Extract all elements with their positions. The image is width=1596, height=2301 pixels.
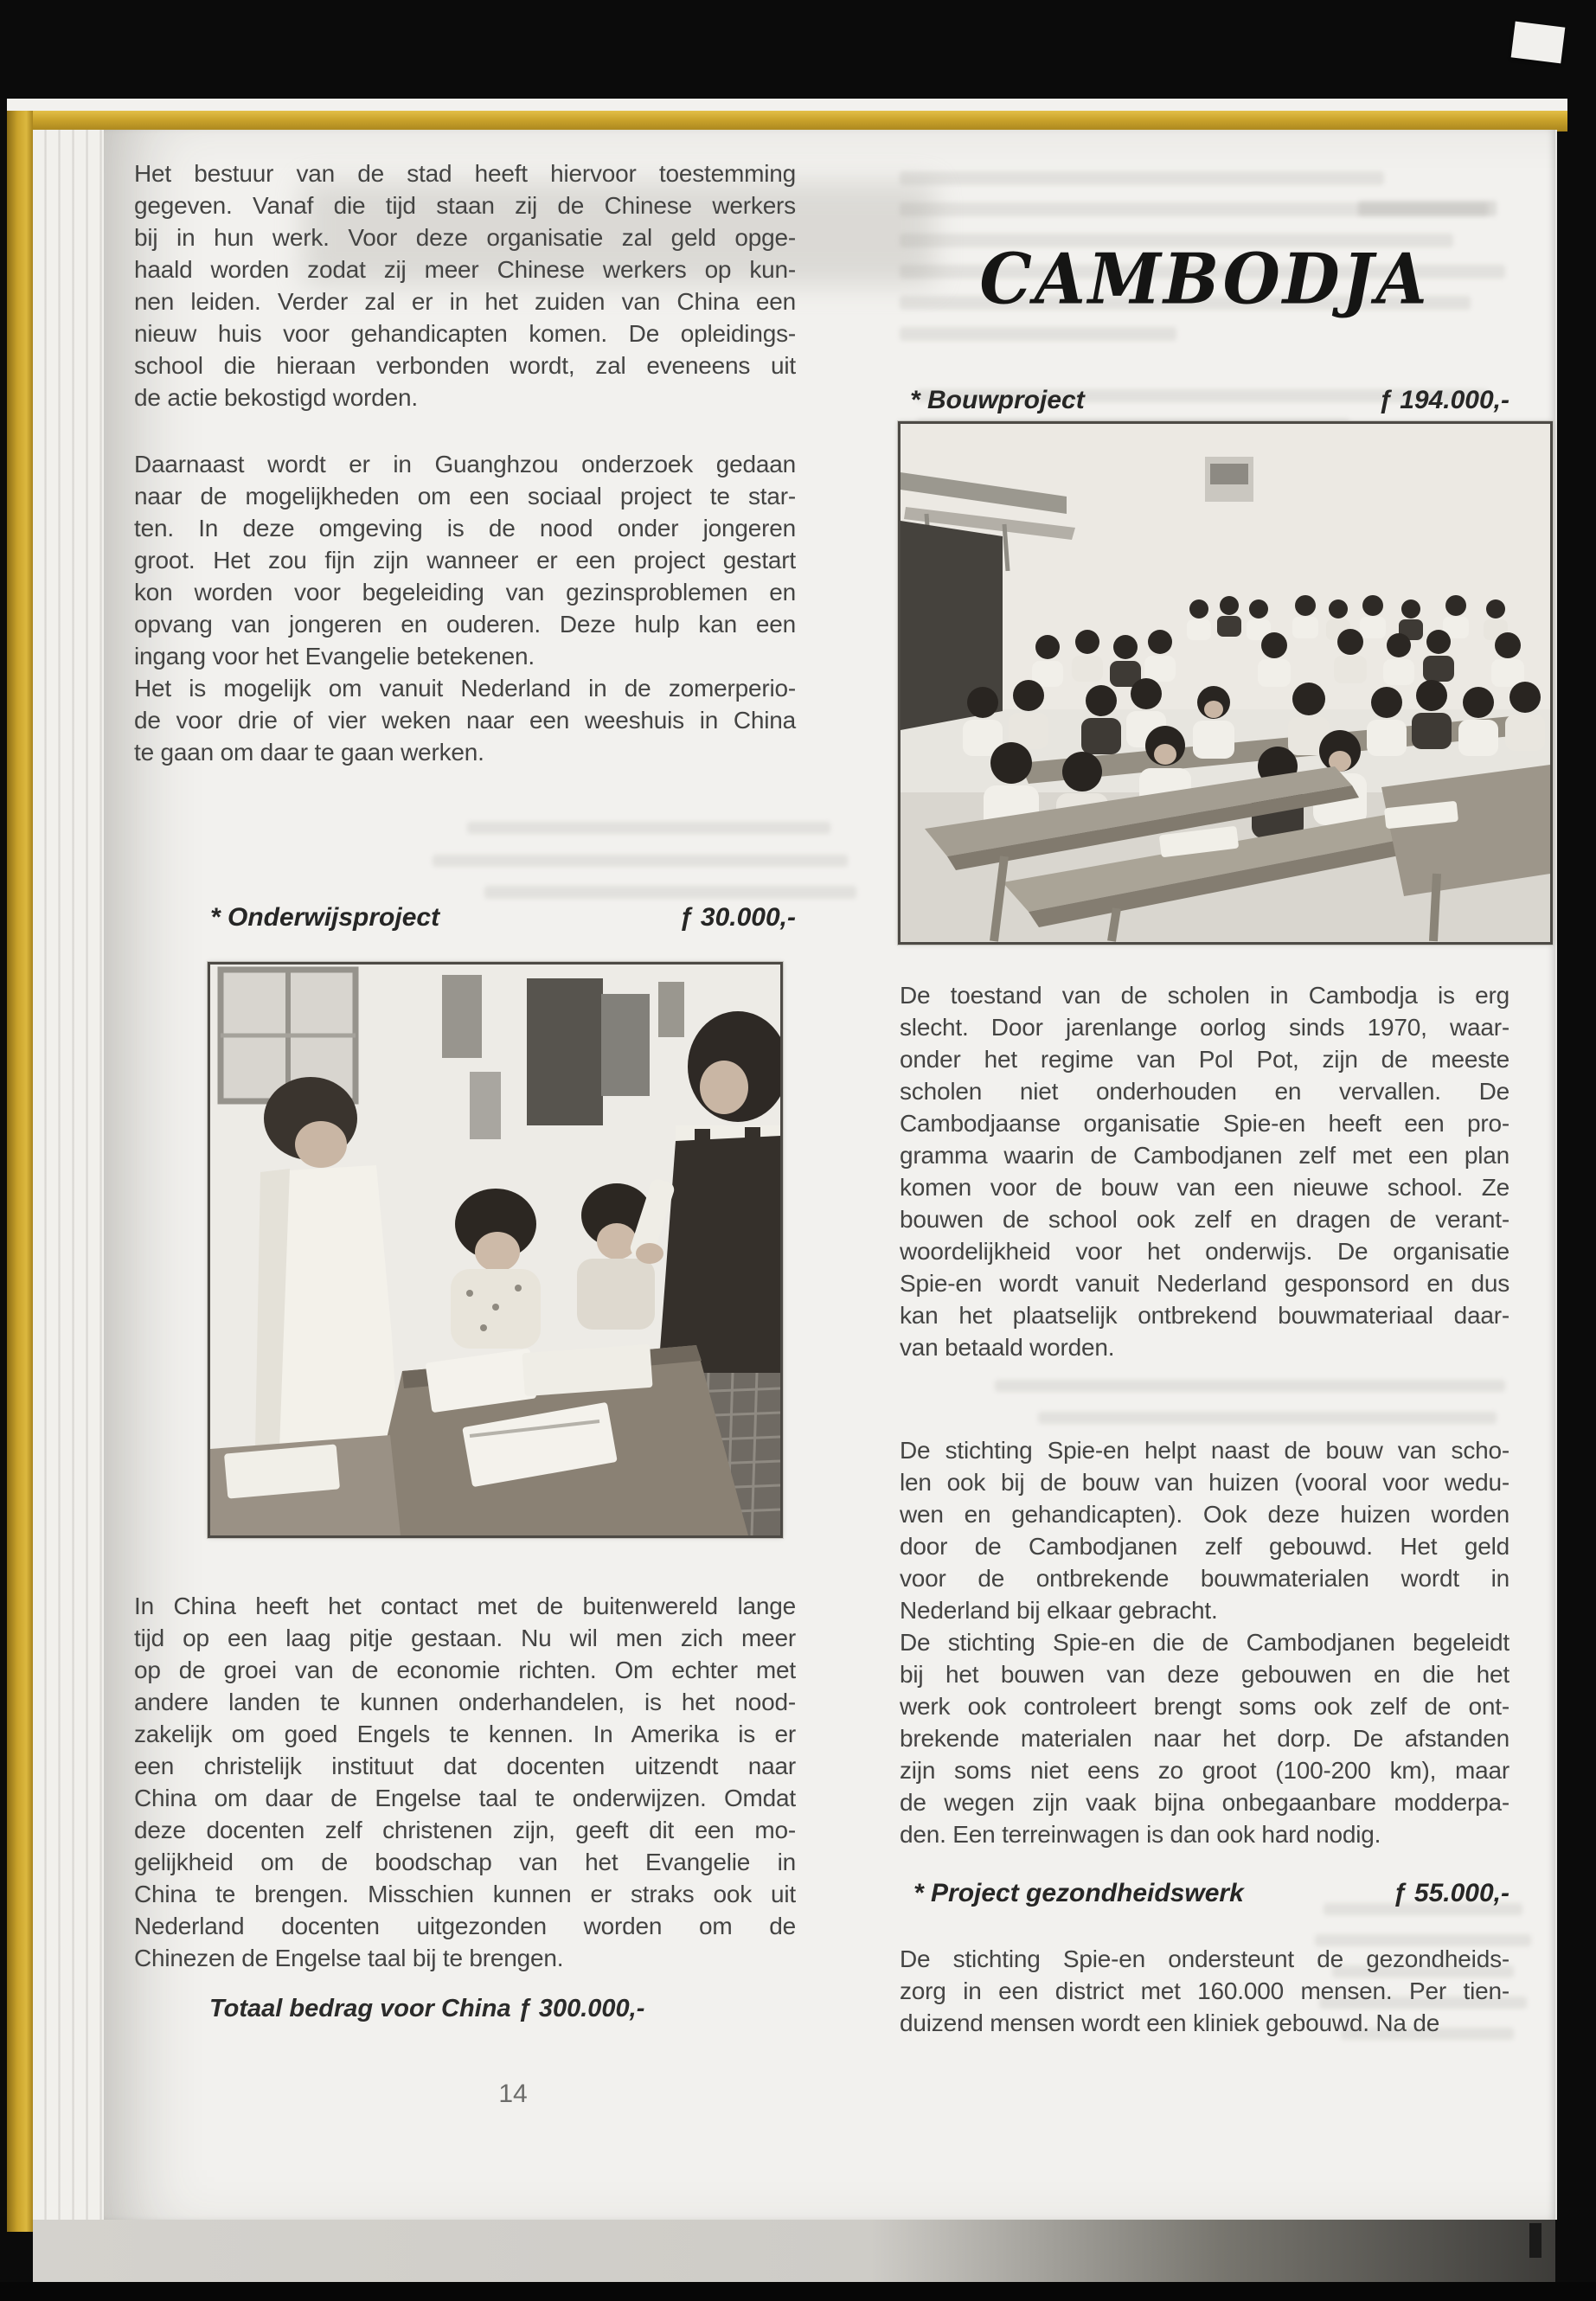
text-line: gramma waarin de Cambodjanen zelf met een plan — [900, 1142, 1509, 1169]
paragraph-china-bestuur — [134, 157, 796, 413]
text-line: de actie bekostigd worden. — [134, 384, 418, 411]
text-line: Nederland docenten uitgezonden worden om de — [134, 1913, 796, 1939]
paragraph-gezondheidszorg — [900, 1943, 1509, 2039]
bottom-bookmark-mark — [1529, 2223, 1542, 2258]
text-line: Cambodjaanse organisatie Spie-en heeft een pro- — [900, 1110, 1509, 1137]
text-line: Het is mogelijk om vanuit Nederland in de zomerperio- — [134, 675, 796, 702]
text-line: den. Een terreinwagen is dan ook hard nodig. — [900, 1821, 1381, 1848]
project-line-bouwproject — [900, 386, 1509, 415]
photo-cambodia-classroom — [898, 421, 1553, 945]
text-line: Chinezen de Engelse taal bij te brengen. — [134, 1945, 564, 1971]
paragraph-china-engels — [134, 1590, 796, 1974]
cambodia-classroom-illustration — [901, 424, 1550, 942]
text-line: school die hieraan verbonden wordt, zal eveneens uit — [134, 352, 796, 379]
text-line: voor de ontbrekende bouwmaterialen wordt in — [900, 1565, 1509, 1592]
page-stack-edges — [33, 130, 104, 2220]
project-amount-bouwproject: ƒ 194.000,- — [1378, 386, 1509, 414]
project-line-gezondheidswerk — [900, 1879, 1509, 1908]
text-line: kan het plaatselijk ontbrekend bouwmateriaal daar- — [900, 1302, 1509, 1329]
text-line: Nederland bij elkaar gebracht. — [900, 1597, 1218, 1624]
text-line: scholen niet onderhouden en vervallen. De — [900, 1078, 1509, 1105]
project-label-gezondheidswerk: * Project gezondheidswerk — [913, 1879, 1244, 1907]
paragraph-china-zomer — [134, 672, 796, 768]
bleed-through-text — [1358, 201, 1497, 216]
text-line: Spie-en wordt vanuit Nederland gesponsord en dus — [900, 1270, 1509, 1297]
text-line: bij het bouwen van deze gebouwen en die het — [900, 1661, 1509, 1688]
text-line: ten. In deze omgeving is de nood onder jongeren — [134, 515, 796, 542]
page-corner-tab — [1511, 22, 1566, 64]
text-line: de wegen zijn vaak bijna onbegaanbare modderpa- — [900, 1789, 1509, 1816]
text-line: tijd op een laag pitje gestaan. Nu wil men zich meer — [134, 1625, 796, 1651]
text-line: werk ook controleert brengt soms ook zelf de ont- — [900, 1693, 1509, 1720]
text-line: brekende materialen naar het dorp. De afstanden — [900, 1725, 1509, 1752]
text-line: De stichting Spie-en die de Cambodjanen begeleidt — [900, 1629, 1509, 1656]
bleed-through-text — [433, 855, 848, 867]
project-line-onderwijsproject — [134, 903, 796, 933]
text-line: op de groei van de economie richten. Om echter met — [134, 1657, 796, 1683]
text-line: een christelijk instituut dat docenten uitzendt naar — [134, 1753, 796, 1779]
text-line: zakelijk om goed Engels te kennen. In Amerika is er — [134, 1721, 796, 1747]
bleed-through-text — [900, 171, 1384, 185]
project-amount-gezondheidswerk: ƒ 55.000,- — [1392, 1879, 1509, 1907]
gold-cover-edge-top — [7, 111, 1567, 131]
text-line: De toestand van de scholen in Cambodja is erg — [900, 982, 1509, 1009]
text-line: slecht. Door jarenlange oorlog sinds 1970, waar- — [900, 1014, 1509, 1041]
text-line: Daarnaast wordt er in Guanghzou onderzoek gedaan — [134, 451, 796, 478]
text-line: China om daar de Engelse taal te onderwijzen. Omdat — [134, 1785, 796, 1811]
paragraph-cambodja-toestand — [900, 979, 1509, 1363]
bleed-through-text — [484, 886, 856, 899]
section-title-cambodja: CAMBODJA — [979, 238, 1430, 320]
text-line: Het bestuur van de stad heeft hiervoor toestemming — [134, 160, 796, 187]
project-label-onderwijsproject: * Onderwijsproject — [210, 903, 440, 932]
paragraph-stichting-begeleidt — [900, 1626, 1509, 1850]
text-line: len ook bij de bouw van huizen (vooral voor wedu- — [900, 1469, 1509, 1496]
text-line: De stichting Spie-en helpt naast de bouw van scho- — [900, 1437, 1509, 1464]
text-line: bij in hun werk. Voor deze organisatie zal geld opge- — [134, 224, 796, 251]
magazine-page — [104, 130, 1555, 2220]
text-line: duizend mensen wordt een kliniek gebouwd. Na de — [900, 2009, 1440, 2036]
text-line: door de Cambodjanen zelf gebouwd. Het geld — [900, 1533, 1509, 1560]
project-label-bouwproject: * Bouwproject — [910, 386, 1085, 414]
text-line: bouwen de school ook zelf en dragen de verant- — [900, 1206, 1509, 1233]
text-line: China te brengen. Misschien kunnen er straks ook uit — [134, 1881, 796, 1907]
text-line: kon worden voor begeleiding van gezinsproblemen en — [134, 579, 796, 606]
text-line: de voor drie of vier weken naar een weeshuis in China — [134, 707, 796, 734]
text-line: woordelijkheid voor het onderwijs. De organisatie — [900, 1238, 1509, 1265]
text-line: andere landen te kunnen onderhandelen, is het nood- — [134, 1689, 796, 1715]
text-line: te gaan om daar te gaan werken. — [134, 739, 484, 766]
text-line: zijn soms niet eens zo groot (100-200 km), maar — [900, 1757, 1509, 1784]
text-line: wen en gehandicapten). Ook deze huizen worden — [900, 1501, 1509, 1528]
bleed-through-text — [1038, 1412, 1497, 1424]
text-line: opvang van jongeren en ouderen. Deze hulp kan een — [134, 611, 796, 638]
text-line: ingang voor het Evangelie betekenen. — [134, 643, 535, 670]
bleed-through-text — [995, 1380, 1505, 1392]
gold-cover-edge-left — [7, 111, 33, 2232]
bleed-through-text — [467, 822, 830, 834]
text-line: van betaald worden. — [900, 1334, 1115, 1361]
project-amount-onderwijsproject: ƒ 30.000,- — [678, 903, 796, 932]
text-line: zorg in een district met 160.000 mensen. Per tien- — [900, 1977, 1509, 2004]
text-line: groot. Het zou fijn zijn wanneer er een project gestart — [134, 547, 796, 574]
text-line: De stichting Spie-en ondersteunt de gezondheids- — [900, 1945, 1509, 1972]
text-line: deze docenten zelf christenen zijn, geeft dit een mo- — [134, 1817, 796, 1843]
text-line: onder het regime van Pol Pot, zijn de meeste — [900, 1046, 1509, 1073]
page-number: 14 — [498, 2080, 528, 2108]
text-line: gelijkheid om de boodschap van het Evangelie in — [134, 1849, 796, 1875]
total-amount-line: Totaal bedrag voor China ƒ 300.000,- — [209, 1995, 645, 2022]
text-line: In China heeft het contact met de buitenwereld lange — [134, 1593, 796, 1619]
paragraph-stichting-helpt — [900, 1434, 1509, 1626]
page-top-edge — [7, 99, 1567, 111]
photo-china-classroom — [208, 962, 783, 1538]
paragraph-china-daarnaast — [134, 448, 796, 672]
china-classroom-illustration — [210, 965, 780, 1535]
text-line: haald worden zodat zij meer Chinese werkers op kun- — [134, 256, 796, 283]
book-bottom-page-edges — [33, 2220, 1555, 2282]
text-line: komen voor de bouw van een nieuwe school. Ze — [900, 1174, 1509, 1201]
text-line: nen leiden. Verder zal er in het zuiden van China een — [134, 288, 796, 315]
text-line: nieuw huis voor gehandicapten komen. De opleidings- — [134, 320, 796, 347]
bleed-through-text — [900, 327, 1176, 341]
scanner-background — [0, 2282, 1596, 2301]
text-line: gegeven. Vanaf die tijd staan zij de Chinese werkers — [134, 192, 796, 219]
text-line: naar de mogelijkheden om een sociaal project te star- — [134, 483, 796, 510]
